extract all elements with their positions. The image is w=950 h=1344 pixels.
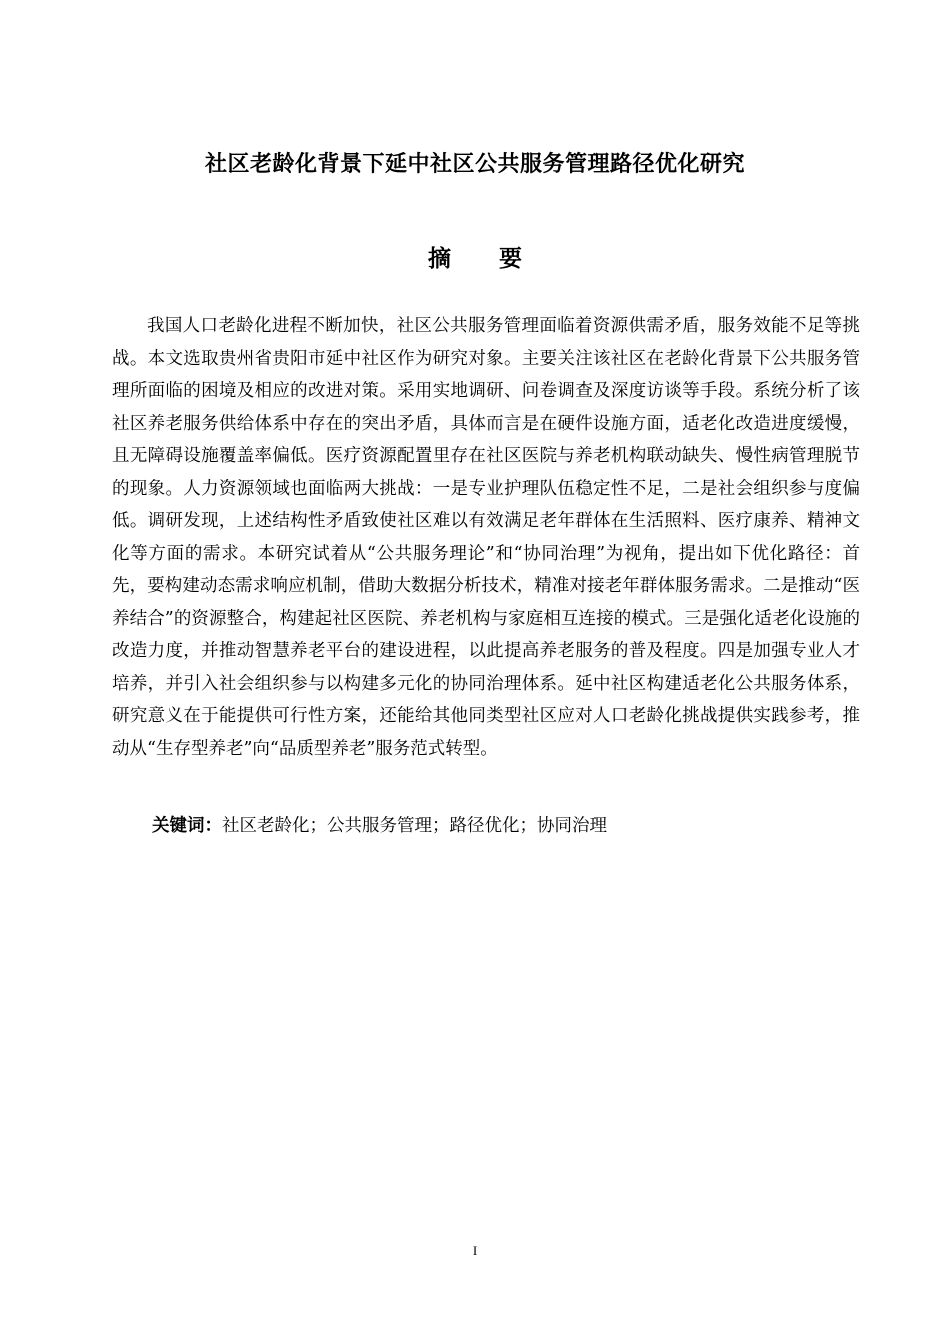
- abstract-body: 我国人口老龄化进程不断加快，社区公共服务管理面临着资源供需矛盾，服务效能不足等挑战。本文选取贵州省贵阳市延中社区作为研究对象。主要关注该社区在老龄化背景下公共服务管理所面临的困境及相应的改进对策。采用实地调研、问卷调查及深度访谈等手段。系统分析了该社区养老服务供给体系中存在的突出矛盾，具体而言是在硬件设施方面，适老化改造进度缓慢，且无障碍设施覆盖率偏低。医疗资源配置里存在社区医院与养老机构联动缺失、慢性病管理脱节的现象。人力资源领域也面临两大挑战：一是专业护理队伍稳定性不足，二是社会组织参与度偏低。调研发现，上述结构性矛盾致使社区难以有效满足老年群体在生活照料、医疗康养、精神文化等方面的需求。本研究试着从“公共服务理论”和“协同治理”为视角，提出如下优化路径：首先，要构建动态需求响应机制，借助大数据分析技术，精准对接老年群体服务需求。二是推动“医养结合”的资源整合，构建起社区医院、养老机构与家庭相互连接的模式。三是强化适老化设施的改造力度，并推动智慧养老平台的建设进程，以此提高养老服务的普及程度。四是加强专业人才培养，并引入社会组织参与以构建多元化的协同治理体系。延中社区构建适老化公共服务体系，研究意义在于能提供可行性方案，还能给其他同类型社区应对人口老龄化挑战提供实践参考，推动从“生存型养老”向“品质型养老”服务范式转型。: [112, 316, 860, 759]
- paper-title: 社区老龄化背景下延中社区公共服务管理路径优化研究: [204, 152, 745, 177]
- abstract-heading: 摘要: [428, 246, 570, 272]
- keywords-text: 社区老龄化；公共服务管理；路径优化；协同治理: [222, 816, 607, 836]
- page-number: I: [472, 1243, 478, 1258]
- keywords-label: 关键词：: [152, 816, 222, 836]
- keywords-line: [152, 812, 607, 840]
